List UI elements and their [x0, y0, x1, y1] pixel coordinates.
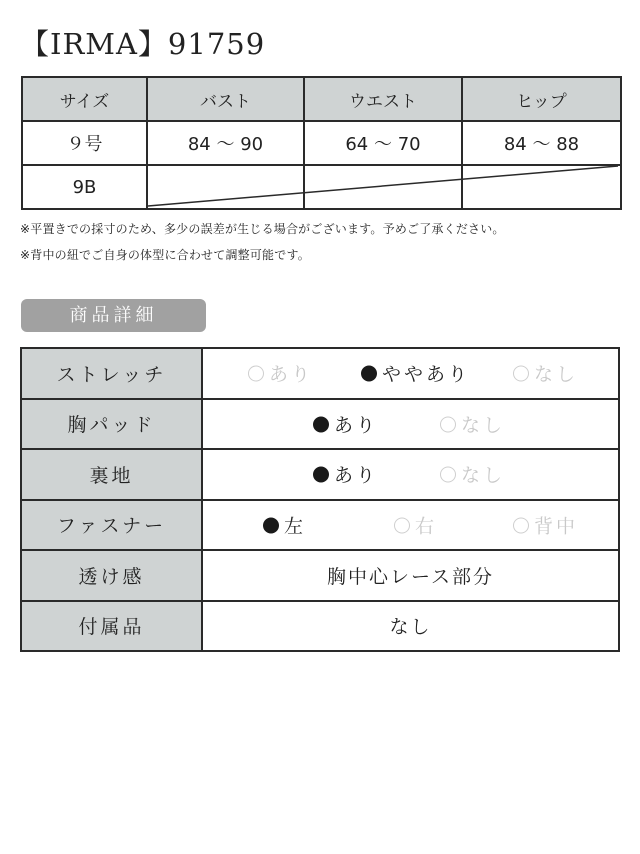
selected-dot-icon — [263, 517, 279, 533]
waist-cell: 64 ～ 70 — [304, 121, 462, 165]
detail-row-zipper — [21, 500, 619, 551]
detail-row-lining — [21, 449, 619, 500]
bust-cell — [147, 165, 304, 209]
option-stretch-somewhat: ややあり — [361, 360, 470, 387]
detail-row-bust-pad — [21, 399, 619, 450]
sheerness-value: 胸中心レース部分 — [202, 550, 619, 601]
option-stretch-yes: あり — [248, 360, 313, 387]
option-lining-yes: あり — [313, 461, 378, 488]
accessories-value: なし — [202, 601, 619, 652]
size-cell: ９号 — [22, 121, 147, 165]
unselected-circle-icon — [513, 366, 529, 382]
measurement-note: ※平置きでの採寸のため、多少の誤差が生じる場合がございます。予めご了承ください。 — [20, 222, 505, 236]
unselected-circle-icon — [248, 366, 264, 382]
size-cell: 9B — [22, 165, 147, 209]
size-row-9 — [22, 121, 621, 165]
unselected-circle-icon — [440, 467, 456, 483]
hip-cell — [462, 165, 621, 209]
section-label-product-details: 商品詳細 — [21, 299, 206, 332]
option-lining-none: なし — [440, 461, 505, 488]
selected-dot-icon — [361, 366, 377, 382]
detail-label: ストレッチ — [21, 348, 202, 399]
hip-cell: 84 ～ 88 — [462, 121, 621, 165]
unselected-circle-icon — [394, 517, 410, 533]
waist-cell — [304, 165, 462, 209]
product-details-table — [20, 347, 620, 652]
unselected-circle-icon — [513, 517, 529, 533]
detail-row-accessories — [21, 601, 619, 652]
detail-label: 胸パッド — [21, 399, 202, 450]
detail-row-stretch — [21, 348, 619, 399]
adjustment-note: ※背中の紐でご自身の体型に合わせて調整可能です。 — [20, 248, 310, 262]
option-zipper-back: 背中 — [513, 511, 578, 538]
selected-dot-icon — [313, 416, 329, 432]
unselected-circle-icon — [440, 416, 456, 432]
option-zipper-right: 右 — [394, 511, 437, 538]
option-stretch-none: なし — [513, 360, 578, 387]
selected-dot-icon — [313, 467, 329, 483]
bust-cell: 84 ～ 90 — [147, 121, 304, 165]
header-bust: バスト — [147, 77, 304, 121]
detail-label: 透け感 — [21, 550, 202, 601]
detail-label: 付属品 — [21, 601, 202, 652]
header-hip: ヒップ — [462, 77, 621, 121]
header-size: サイズ — [22, 77, 147, 121]
size-row-9b — [22, 165, 621, 209]
detail-label: ファスナー — [21, 500, 202, 551]
option-pad-yes: あり — [313, 410, 378, 437]
size-table — [21, 76, 622, 210]
header-waist: ウエスト — [304, 77, 462, 121]
option-zipper-left: 左 — [263, 511, 306, 538]
detail-label: 裏地 — [21, 449, 202, 500]
size-table-header-row — [22, 77, 621, 121]
option-pad-none: なし — [440, 410, 505, 437]
detail-row-sheerness — [21, 550, 619, 601]
product-title: 【IRMA】91759 — [20, 27, 266, 61]
